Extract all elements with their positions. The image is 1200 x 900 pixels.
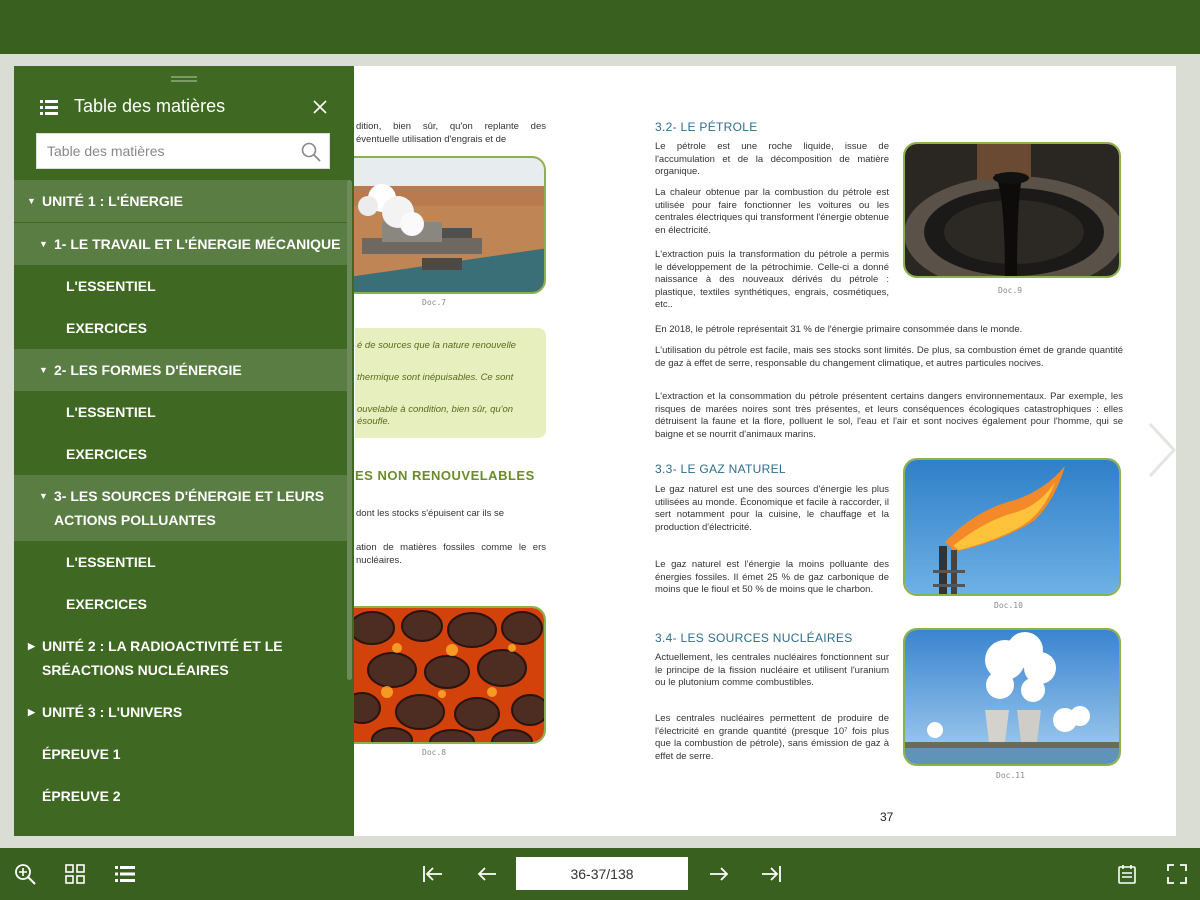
callout-box [355,328,546,438]
toc-item-label: UNITÉ 1 : L'ÉNERGIE [42,193,184,209]
caret-down-icon: ▼ [27,196,36,206]
toc-item-label: EXERCICES [66,320,147,336]
top-bar [0,0,1200,54]
toc-item-essentiel-3[interactable] [14,541,348,583]
next-page-chevron-icon[interactable] [1146,420,1180,480]
callout-line-2: thermique sont inépuisables. Ce sont [357,372,514,383]
section-3-2-paragraph-4: En 2018, le pétrole représentait 31 % de l'énergie primaire consommée dans le monde. [655,324,1023,335]
doc9-caption: Doc.9 [998,286,1023,295]
page-number: 37 [880,810,894,824]
doc10-caption: Doc.10 [994,601,1023,610]
section-3-2-paragraph-6: L'extraction et la consommation du pétrole présentent certains dangers environnementaux. Par exemple, les risques de marées noires sont très présentes, et leurs conséquences écologiques catastrophiques : elles détruisent la faune et la flore, polluent le sol, l'eau et l'air et sont nocives également pour l'homme, qui se baigne et se nourrit d'animaux marins. [655,391,1123,440]
left-section-title: ES NON RENOUVELABLES [355,468,535,483]
left-page-top-text: dition, bien sûr, qu'on replante des éventuelle utilisation d'engrais et de [356,121,546,145]
toc-item-exercices-1[interactable] [14,307,348,349]
doc7-image [340,156,546,294]
left-text-1: dont les stocks s'épuisent car ils se [356,508,505,519]
doc7-caption: Doc.7 [422,298,447,307]
doc10-image [903,458,1121,596]
toc-item-label: 1- LE TRAVAIL ET L'ÉNERGIE MÉCANIQUE [54,236,341,252]
toc-item-epreuve-1[interactable] [14,733,348,775]
section-3-2-paragraph-3: L'extraction puis la transformation du pétrole a permis le développement de la pétrochimie. Celle-ci a donné naissance à des nouveaux dérivés du pétrole : plastique, textiles synthétiques, engrais, cosmétiques, etc.. [655,249,889,310]
toc-item-label: L'ESSENTIEL [66,404,156,420]
section-3-3-paragraph-1: Le gaz naturel est une des sources d'énergie les plus utilisées au monde. Économique et facile à raccorder, il sert notamment pour la cuisine, le chauffage et la production d'électricité. [655,484,889,533]
toc-item-essentiel-2[interactable] [14,391,348,433]
toc-item-label: EXERCICES [66,446,147,462]
page-indicator-input[interactable]: 36-37/138 [516,857,688,890]
doc9-image [903,142,1121,278]
toc-item-label: 2- LES FORMES D'ÉNERGIE [54,362,242,378]
first-page-icon[interactable] [420,861,446,887]
caret-down-icon: ▼ [39,365,48,375]
section-3-2-title: 3.2- LE PÉTROLE [655,120,758,134]
doc11-caption: Doc.11 [996,771,1025,780]
previous-page-icon[interactable] [474,861,500,887]
toc-item-essentiel-1[interactable] [14,265,348,307]
caret-down-icon: ▼ [39,491,48,501]
section-3-4-paragraph-2: Les centrales nucléaires permettent de produire de l'électricité en grande quantité (presque 10⁷ fois plus que la combustion de pétrole), sans émission de gaz à effet de serre. [655,713,889,762]
drag-handle[interactable] [171,76,197,78]
toc-item-label: UNITÉ 3 : L'UNIVERS [42,704,183,720]
next-page-icon[interactable] [706,861,732,887]
toc-title: Table des matières [74,96,226,116]
section-3-3-title: 3.3- LE GAZ NATUREL [655,462,786,476]
toc-item-label: EXERCICES [66,596,147,612]
toc-item-label: 3- LES SOURCES D'ÉNERGIE ET LEURS ACTIONS POLLUANTES [54,488,325,528]
section-3-2-paragraph-1: Le pétrole est une roche liquide, issue de l'accumulation et de la décomposition de matière organique. [655,141,889,177]
section-3-4-title: 3.4- LES SOURCES NUCLÉAIRES [655,631,853,645]
toc-item-epreuve-2[interactable] [14,775,348,817]
toc-item-unite-3[interactable] [14,691,348,733]
toc-item-unite-2[interactable] [14,625,348,691]
section-3-2-paragraph-5: L'utilisation du pétrole est facile, mais ses stocks sont limités. De plus, sa combustion émet de grande quantité de gaz à effet de serre, responsable du changement climatique, et autres particules nocives. [655,345,1123,369]
toc-item-label: ÉPREUVE 1 [42,746,121,762]
doc8-caption: Doc.8 [422,748,447,757]
table-of-contents-panel [14,66,354,836]
toc-item-exercices-2[interactable] [14,433,348,475]
toc-item-formes-energie[interactable] [14,349,348,391]
notes-icon[interactable] [1114,861,1140,887]
toc-item-travail-energie-mecanique[interactable] [14,223,348,265]
doc11-image [903,628,1121,766]
caret-down-icon: ▼ [39,239,48,249]
toc-list-icon[interactable] [112,861,138,887]
toc-item-sources-energie[interactable] [14,475,348,541]
section-3-2-paragraph-2: La chaleur obtenue par la combustion du pétrole est utilisée pour faire fonctionner les voitures ou les centrales électriques qui transforment l'énergie obtenue en électricité. [655,187,889,236]
toc-item-label: L'ESSENTIEL [66,278,156,294]
list-icon [40,99,58,122]
toc-item-label: UNITÉ 2 : LA RADIOACTIVITÉ ET LE SRÉACTIONS NUCLÉAIRES [42,638,283,678]
callout-line-3: ouvelable à condition, bien sûr, qu'on [357,404,514,415]
section-3-3-paragraph-2: Le gaz naturel est l'énergie la moins polluante des énergies fossiles. Il émet 25 % de gaz carbonique de moins que le fioul et 50 % de moins que le charbon. [655,559,889,595]
toc-item-label: L'ESSENTIEL [66,554,156,570]
left-text-2: ation de matières fossiles comme le ers nucléaires. [356,542,546,566]
last-page-icon[interactable] [758,861,784,887]
toc-list [14,180,348,817]
close-icon[interactable] [312,99,328,120]
doc8-image [340,606,546,744]
toc-search-box [36,133,330,169]
toc-scrollbar[interactable] [347,180,352,680]
search-icon[interactable] [301,142,321,167]
zoom-icon[interactable] [12,861,38,887]
thumbnails-grid-icon[interactable] [62,861,88,887]
toc-header [14,90,354,126]
toc-search-input[interactable] [37,134,287,168]
callout-line-4: ésoufle. [357,416,391,427]
callout-line-1: é de sources que la nature renouvelle [357,340,516,351]
fullscreen-icon[interactable] [1164,861,1190,887]
toc-item-exercices-3[interactable] [14,583,348,625]
caret-right-icon: ▶ [28,707,35,717]
caret-right-icon: ▶ [28,641,35,651]
toc-item-unite-1[interactable] [14,180,348,222]
toc-item-label: ÉPREUVE 2 [42,788,121,804]
section-3-4-paragraph-1: Actuellement, les centrales nucléaires fonctionnent sur le principe de la fission nucléaire et utilisent l'uranium ou le plutonium comme combustibles. [655,652,889,688]
